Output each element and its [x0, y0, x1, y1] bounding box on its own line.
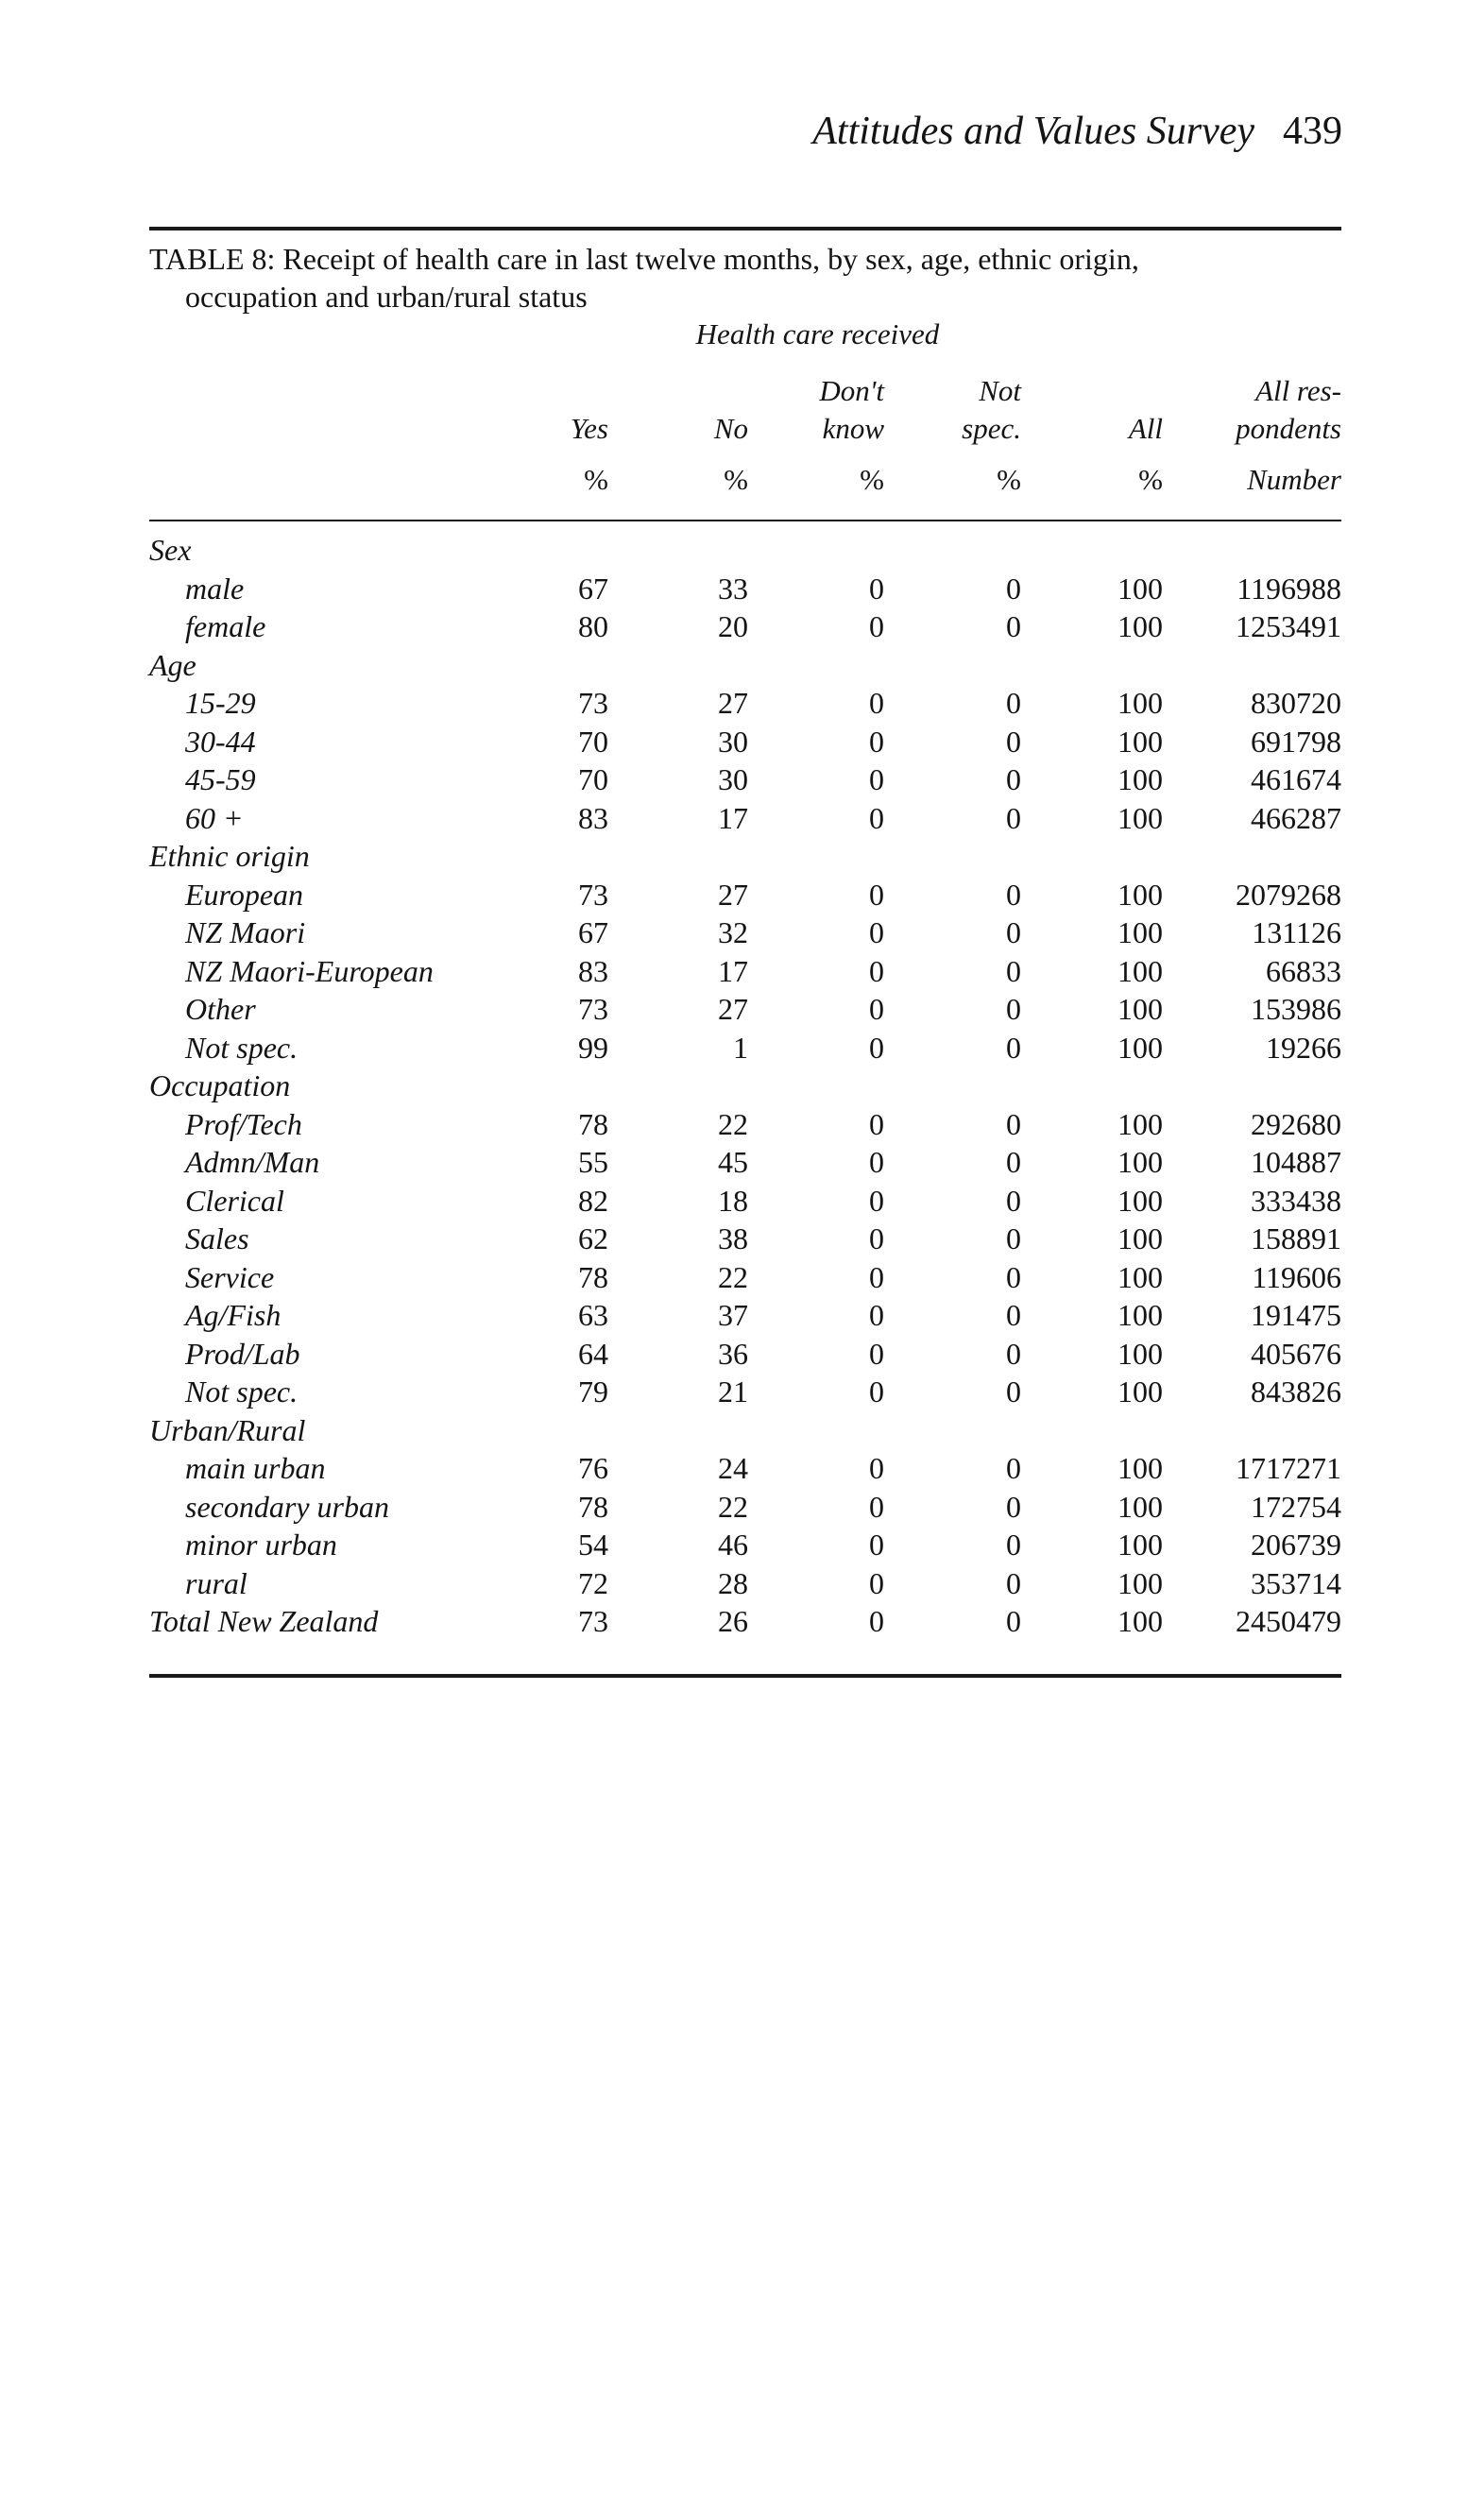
- row-label: male: [185, 571, 245, 606]
- table-bottom-rule: [149, 1674, 1341, 1678]
- row-label: female: [185, 609, 266, 643]
- row-label: Clerical: [185, 1183, 284, 1218]
- table-row: [0, 684, 1484, 723]
- col-unit-all: %: [1138, 463, 1163, 496]
- cell-number: 131126: [1252, 915, 1341, 949]
- cell-not-spec: 0: [1006, 686, 1021, 720]
- cell-dont-know: 0: [869, 571, 884, 606]
- cell-not-spec: 0: [1006, 1528, 1021, 1562]
- cell-number: 2079268: [1236, 877, 1341, 912]
- section-label: Sex: [149, 533, 192, 567]
- cell-dont-know: 0: [869, 724, 884, 759]
- cell-yes: 83: [578, 800, 608, 835]
- page-number: 439: [1283, 110, 1342, 153]
- col-header-dont-know-line2: know: [822, 412, 884, 445]
- cell-number: 2450479: [1236, 1604, 1341, 1638]
- caption-line-1: TABLE 8: Receipt of health care in last twelve months, by sex, age, ethnic origin,: [149, 242, 1139, 276]
- cell-number: 119606: [1252, 1259, 1341, 1294]
- row-label: Not spec.: [185, 1375, 299, 1409]
- cell-all: 100: [1117, 609, 1163, 643]
- cell-not-spec: 0: [1006, 1298, 1021, 1332]
- section-label: Occupation: [149, 1068, 291, 1102]
- cell-all: 100: [1117, 1259, 1163, 1294]
- row-label: Other: [185, 992, 256, 1026]
- cell-yes: 99: [578, 1030, 608, 1065]
- cell-dont-know: 0: [869, 762, 884, 796]
- cell-not-spec: 0: [1006, 800, 1021, 835]
- table-caption: [149, 240, 1341, 316]
- section-label: Total New Zealand: [149, 1604, 379, 1638]
- cell-yes: 55: [578, 1145, 608, 1179]
- cell-yes: 83: [578, 953, 608, 988]
- col-unit-not-spec: %: [997, 463, 1021, 496]
- header-rule: [149, 520, 1341, 521]
- col-unit-number: Number: [1247, 463, 1341, 496]
- cell-yes: 73: [578, 1604, 608, 1638]
- cell-dont-know: 0: [869, 1375, 884, 1409]
- cell-all: 100: [1117, 1298, 1163, 1332]
- cell-not-spec: 0: [1006, 609, 1021, 643]
- table-body: [0, 531, 1484, 1641]
- cell-number: 1196988: [1237, 571, 1341, 606]
- cell-number: 843826: [1251, 1375, 1341, 1409]
- cell-no: 27: [718, 877, 748, 912]
- cell-dont-know: 0: [869, 877, 884, 912]
- cell-dont-know: 0: [869, 1565, 884, 1600]
- table-row: [0, 723, 1484, 761]
- cell-dont-know: 0: [869, 1106, 884, 1141]
- cell-all: 100: [1117, 762, 1163, 796]
- cell-yes: 54: [578, 1528, 608, 1562]
- cell-not-spec: 0: [1006, 1221, 1021, 1255]
- col-header-all: All: [1128, 412, 1163, 445]
- col-unit-dont-know: %: [860, 463, 884, 496]
- cell-all: 100: [1117, 915, 1163, 949]
- cell-not-spec: 0: [1006, 915, 1021, 949]
- cell-all: 100: [1117, 1030, 1163, 1065]
- cell-number: 191475: [1251, 1298, 1341, 1332]
- cell-yes: 62: [578, 1221, 608, 1255]
- table-row: [0, 1105, 1484, 1144]
- cell-not-spec: 0: [1006, 1451, 1021, 1485]
- table-row: [0, 990, 1484, 1029]
- cell-no: 18: [718, 1183, 748, 1218]
- cell-no: 22: [718, 1106, 748, 1141]
- cell-number: 1717271: [1236, 1451, 1341, 1485]
- row-label: Prod/Lab: [185, 1336, 300, 1371]
- cell-not-spec: 0: [1006, 1336, 1021, 1371]
- cell-not-spec: 0: [1006, 1489, 1021, 1524]
- cell-dont-know: 0: [869, 1528, 884, 1562]
- cell-not-spec: 0: [1006, 1183, 1021, 1218]
- table-top-rule: [149, 227, 1341, 231]
- cell-dont-know: 0: [869, 992, 884, 1026]
- cell-not-spec: 0: [1006, 877, 1021, 912]
- cell-number: 333438: [1251, 1183, 1341, 1218]
- row-label: Service: [185, 1259, 275, 1294]
- cell-no: 21: [718, 1375, 748, 1409]
- cell-yes: 73: [578, 686, 608, 720]
- cell-all: 100: [1117, 686, 1163, 720]
- row-label: 15-29: [185, 686, 256, 720]
- cell-number: 830720: [1251, 686, 1341, 720]
- table-row: [0, 1029, 1484, 1067]
- cell-no: 1: [733, 1030, 748, 1065]
- col-header-all-respondents-line1: All res-: [1255, 374, 1341, 407]
- row-label: secondary urban: [185, 1489, 389, 1524]
- col-header-all-respondents-line2: pondents: [1236, 412, 1341, 445]
- table-row: [0, 1335, 1484, 1374]
- table-row: [0, 1182, 1484, 1221]
- table-row: [0, 1564, 1484, 1603]
- cell-no: 30: [718, 724, 748, 759]
- cell-all: 100: [1117, 1183, 1163, 1218]
- cell-all: 100: [1117, 992, 1163, 1026]
- cell-number: 691798: [1251, 724, 1341, 759]
- cell-no: 36: [718, 1336, 748, 1371]
- cell-dont-know: 0: [869, 1145, 884, 1179]
- table-section-row: [0, 1411, 1484, 1450]
- table-row: [0, 1373, 1484, 1411]
- cell-number: 466287: [1251, 800, 1341, 835]
- row-label: Ag/Fish: [185, 1298, 281, 1332]
- cell-no: 32: [718, 915, 748, 949]
- cell-no: 22: [718, 1259, 748, 1294]
- cell-not-spec: 0: [1006, 1106, 1021, 1141]
- table-row: [0, 570, 1484, 608]
- table-row: [0, 1449, 1484, 1488]
- row-label: Not spec.: [185, 1030, 299, 1065]
- row-label: 30-44: [185, 724, 256, 759]
- cell-yes: 82: [578, 1183, 608, 1218]
- cell-yes: 78: [578, 1489, 608, 1524]
- cell-yes: 70: [578, 724, 608, 759]
- cell-all: 100: [1117, 1221, 1163, 1255]
- col-header-dont-know-line1: Don't: [819, 374, 884, 407]
- table-section-row: [0, 531, 1484, 570]
- cell-all: 100: [1117, 1528, 1163, 1562]
- cell-no: 30: [718, 762, 748, 796]
- table-row: [0, 607, 1484, 646]
- cell-yes: 72: [578, 1565, 608, 1600]
- table-row: [0, 876, 1484, 914]
- cell-dont-know: 0: [869, 953, 884, 988]
- table-row: [0, 1488, 1484, 1527]
- cell-dont-know: 0: [869, 1183, 884, 1218]
- cell-all: 100: [1117, 1336, 1163, 1371]
- running-head-title: Attitudes and Values Survey: [812, 110, 1254, 153]
- cell-no: 27: [718, 686, 748, 720]
- cell-no: 37: [718, 1298, 748, 1332]
- cell-not-spec: 0: [1006, 762, 1021, 796]
- cell-no: 17: [718, 953, 748, 988]
- cell-no: 38: [718, 1221, 748, 1255]
- cell-not-spec: 0: [1006, 1145, 1021, 1179]
- cell-number: 292680: [1251, 1106, 1341, 1141]
- cell-number: 206739: [1251, 1528, 1341, 1562]
- table-section-row: [0, 646, 1484, 685]
- row-label: NZ Maori-European: [185, 953, 434, 988]
- table-section-row: [0, 1067, 1484, 1105]
- cell-number: 461674: [1251, 762, 1341, 796]
- cell-no: 27: [718, 992, 748, 1026]
- cell-no: 26: [718, 1604, 748, 1638]
- row-label: rural: [185, 1565, 247, 1600]
- cell-no: 20: [718, 609, 748, 643]
- cell-yes: 80: [578, 609, 608, 643]
- row-label: Sales: [185, 1221, 249, 1255]
- caption-line-2: occupation and urban/rural status: [185, 280, 588, 314]
- section-label: Urban/Rural: [149, 1412, 306, 1447]
- cell-not-spec: 0: [1006, 953, 1021, 988]
- cell-yes: 76: [578, 1451, 608, 1485]
- table-row: [0, 1258, 1484, 1297]
- cell-yes: 63: [578, 1298, 608, 1332]
- cell-all: 100: [1117, 724, 1163, 759]
- cell-dont-know: 0: [869, 1336, 884, 1371]
- table-row: [0, 952, 1484, 991]
- cell-dont-know: 0: [869, 1221, 884, 1255]
- cell-dont-know: 0: [869, 915, 884, 949]
- cell-no: 24: [718, 1451, 748, 1485]
- table-row: [0, 1143, 1484, 1182]
- cell-number: 19266: [1266, 1030, 1341, 1065]
- row-label: 45-59: [185, 762, 256, 796]
- cell-not-spec: 0: [1006, 724, 1021, 759]
- cell-all: 100: [1117, 1106, 1163, 1141]
- cell-no: 45: [718, 1145, 748, 1179]
- cell-all: 100: [1117, 1489, 1163, 1524]
- table-row: [0, 1526, 1484, 1564]
- cell-number: 172754: [1251, 1489, 1341, 1524]
- cell-yes: 67: [578, 571, 608, 606]
- cell-not-spec: 0: [1006, 1565, 1021, 1600]
- col-header-yes: Yes: [570, 412, 608, 445]
- cell-no: 28: [718, 1565, 748, 1600]
- cell-number: 153986: [1251, 992, 1341, 1026]
- col-header-no: No: [713, 412, 748, 445]
- row-label: 60 +: [185, 800, 244, 835]
- row-label: NZ Maori: [185, 915, 306, 949]
- running-head: [812, 111, 1342, 151]
- cell-yes: 78: [578, 1259, 608, 1294]
- row-label: main urban: [185, 1451, 326, 1485]
- table-row: [0, 1220, 1484, 1258]
- cell-all: 100: [1117, 1565, 1163, 1600]
- cell-number: 1253491: [1236, 609, 1341, 643]
- cell-yes: 73: [578, 877, 608, 912]
- cell-no: 46: [718, 1528, 748, 1562]
- cell-not-spec: 0: [1006, 1604, 1021, 1638]
- table-row: [0, 799, 1484, 838]
- cell-yes: 70: [578, 762, 608, 796]
- col-unit-yes: %: [584, 463, 608, 496]
- cell-number: 405676: [1251, 1336, 1341, 1371]
- cell-all: 100: [1117, 1145, 1163, 1179]
- cell-number: 104887: [1251, 1145, 1341, 1179]
- cell-dont-know: 0: [869, 1298, 884, 1332]
- cell-dont-know: 0: [869, 1451, 884, 1485]
- cell-not-spec: 0: [1006, 1030, 1021, 1065]
- cell-not-spec: 0: [1006, 571, 1021, 606]
- column-group-heading: Health care received: [695, 317, 940, 350]
- cell-no: 17: [718, 800, 748, 835]
- col-header-not-spec-line2: spec.: [962, 412, 1021, 445]
- cell-not-spec: 0: [1006, 1259, 1021, 1294]
- cell-dont-know: 0: [869, 1489, 884, 1524]
- cell-yes: 79: [578, 1375, 608, 1409]
- cell-all: 100: [1117, 877, 1163, 912]
- cell-not-spec: 0: [1006, 1375, 1021, 1409]
- row-label: European: [185, 877, 304, 912]
- cell-dont-know: 0: [869, 1604, 884, 1638]
- row-label: minor urban: [185, 1528, 337, 1562]
- table-row: [0, 1296, 1484, 1335]
- cell-all: 100: [1117, 1375, 1163, 1409]
- col-unit-no: %: [724, 463, 748, 496]
- cell-yes: 64: [578, 1336, 608, 1371]
- section-label: Age: [149, 647, 196, 682]
- section-label: Ethnic origin: [149, 839, 310, 873]
- cell-yes: 78: [578, 1106, 608, 1141]
- cell-all: 100: [1117, 1604, 1163, 1638]
- table-section-row: [0, 837, 1484, 876]
- cell-all: 100: [1117, 800, 1163, 835]
- col-header-not-spec-line1: Not: [979, 374, 1021, 407]
- table-row: [0, 914, 1484, 952]
- cell-all: 100: [1117, 571, 1163, 606]
- cell-dont-know: 0: [869, 1030, 884, 1065]
- cell-yes: 67: [578, 915, 608, 949]
- table-section-row: [0, 1602, 1484, 1641]
- cell-number: 66833: [1266, 953, 1341, 988]
- cell-yes: 73: [578, 992, 608, 1026]
- cell-all: 100: [1117, 953, 1163, 988]
- cell-no: 33: [718, 571, 748, 606]
- table-row: [0, 760, 1484, 799]
- cell-dont-know: 0: [869, 686, 884, 720]
- cell-no: 22: [718, 1489, 748, 1524]
- row-label: Admn/Man: [185, 1145, 320, 1179]
- cell-dont-know: 0: [869, 609, 884, 643]
- cell-number: 353714: [1251, 1565, 1341, 1600]
- cell-not-spec: 0: [1006, 992, 1021, 1026]
- cell-dont-know: 0: [869, 800, 884, 835]
- cell-dont-know: 0: [869, 1259, 884, 1294]
- row-label: Prof/Tech: [185, 1106, 302, 1141]
- cell-number: 158891: [1251, 1221, 1341, 1255]
- cell-all: 100: [1117, 1451, 1163, 1485]
